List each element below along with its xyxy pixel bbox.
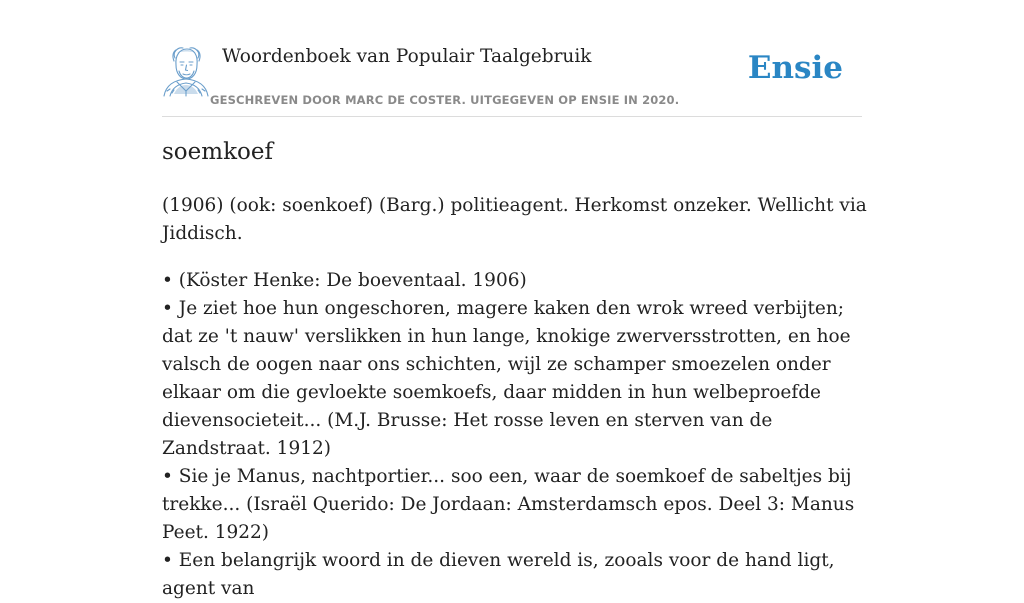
dictionary-title[interactable]: Woordenboek van Populair Taalgebruik [222, 46, 592, 67]
entry-definition: (1906) (ook: soenkoef) (Barg.) politieagent. Herkomst onzeker. Wellicht via Jiddisch. [162, 195, 867, 244]
dictionary-header [162, 40, 862, 117]
quotation-item: • (Köster Henke: De boeventaal. 1906) [162, 270, 527, 291]
quotation-item: • Een belangrijk woord in de dieven wereld is, zooals voor de hand ligt, agent van [162, 550, 835, 599]
entry-quotations [162, 267, 867, 603]
quotation-item: • Je ziet hoe hun ongeschoren, magere kaken den wrok wreed verbijten; dat ze 't nauw' verslikken in hun lange, knokige zwerversstrotten, en hoe valsch de oogen naar ons schichten, wijl ze schamper smoezelen onder elkaar om die gevloekte soemkoefs, daar midden in hun welbeproefde dievensocieteit... (M.J. Brusse: Het rosse leven en sterven van de Zandstraat. 1912) [162, 298, 851, 459]
author-byline: GESCHREVEN DOOR MARC DE COSTER. UITGEGEVEN OP ENSIE IN 2020. [210, 93, 680, 107]
entry-term: soemkoef [162, 139, 273, 165]
ensie-logo[interactable]: Ensie [747, 50, 843, 86]
author-portrait-icon[interactable] [162, 45, 210, 97]
quotation-item: • Sie je Manus, nachtportier... soo een, waar de soemkoef de sabeltjes bij trekke... (Israël Querido: De Jordaan: Amsterdamsch epos. Deel 3: Manus Peet. 1922) [162, 466, 855, 543]
